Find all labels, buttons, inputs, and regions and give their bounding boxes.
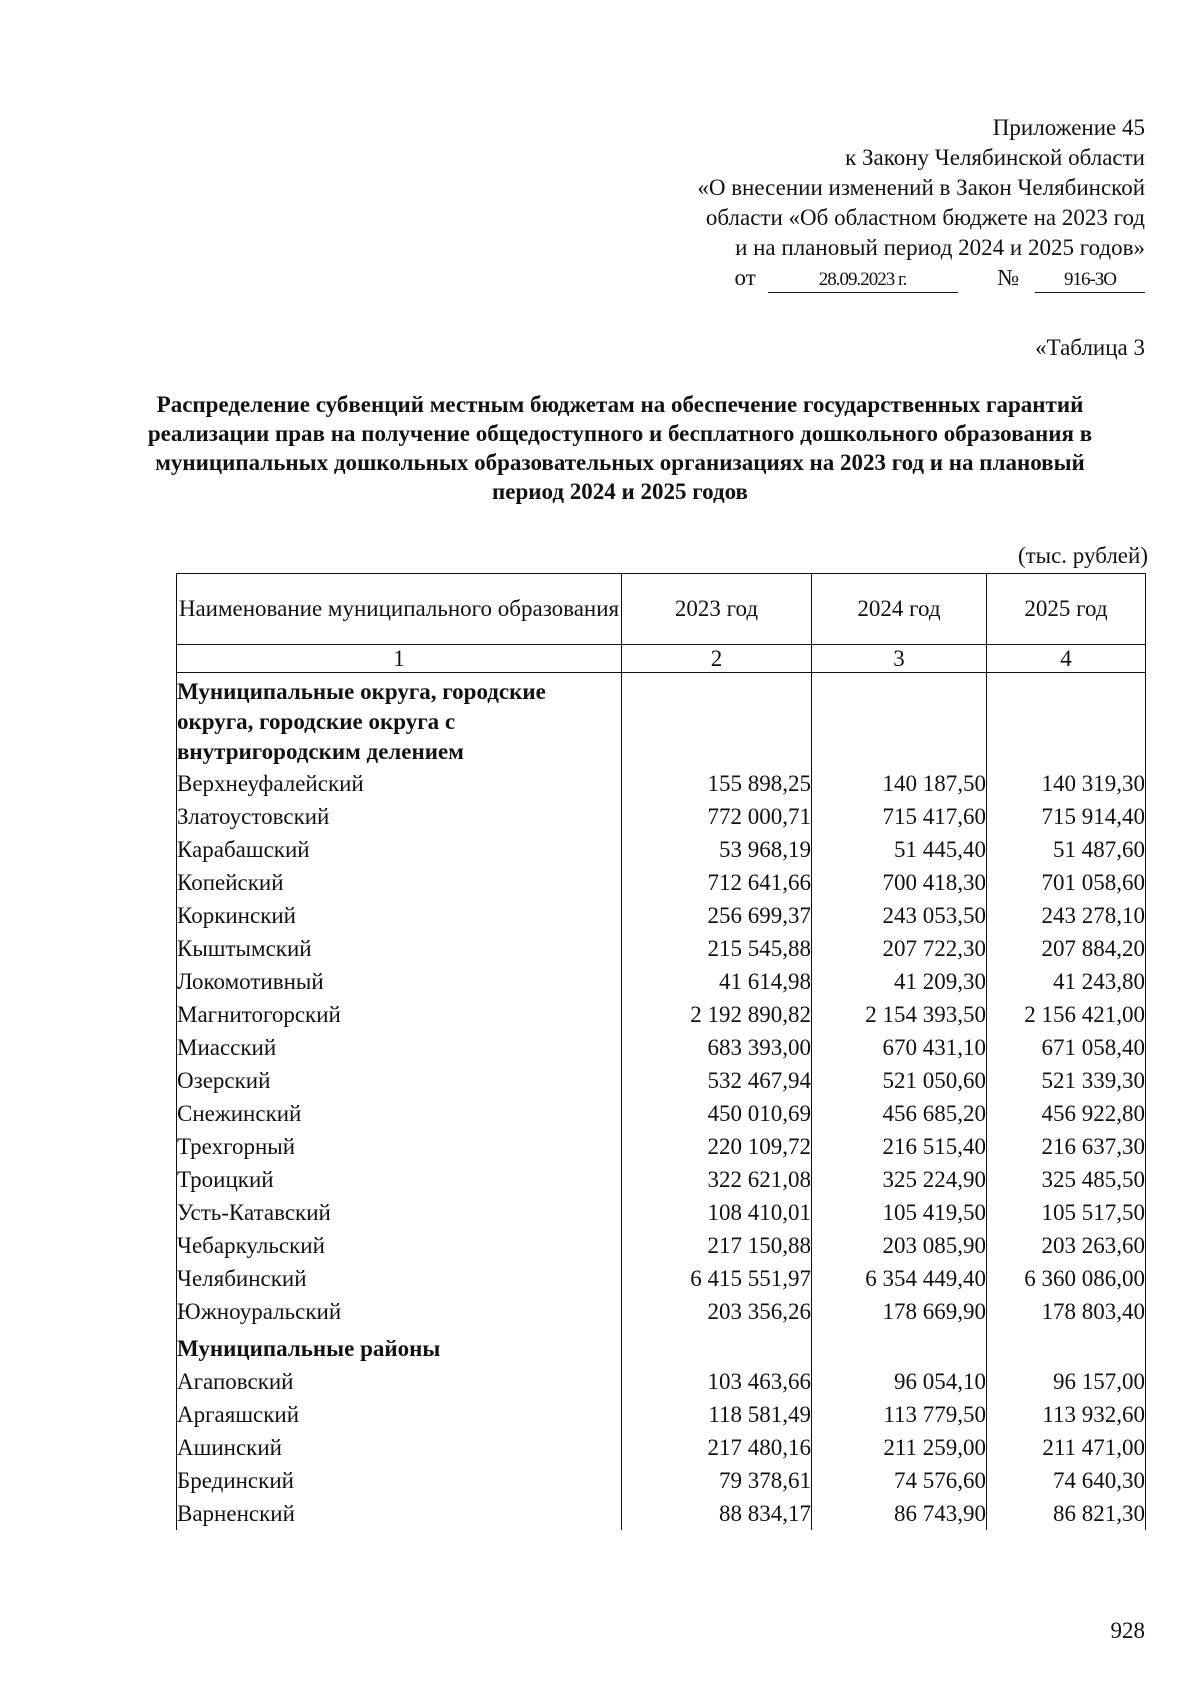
- date-prefix: от: [734, 265, 756, 290]
- municipality-name: Снежинский: [177, 1097, 622, 1130]
- value-2024: 207 722,30: [812, 932, 987, 965]
- value-2025: 715 914,40: [987, 800, 1146, 833]
- value-2023: 217 480,16: [622, 1431, 812, 1464]
- value-2023: 450 010,69: [622, 1097, 812, 1130]
- table-header-row: [177, 574, 1146, 645]
- municipality-name: Трехгорный: [177, 1130, 622, 1163]
- value-2023: 220 109,72: [622, 1130, 812, 1163]
- value-2024: 203 085,90: [812, 1229, 987, 1262]
- table-row: [177, 932, 1146, 965]
- value-2023: 203 356,26: [622, 1295, 812, 1328]
- municipality-name: Южноуральский: [177, 1295, 622, 1328]
- column-header-name: Наименование муниципального образования: [177, 574, 622, 645]
- value-2023: 41 614,98: [622, 965, 812, 998]
- value-2024: 243 053,50: [812, 899, 987, 932]
- value-2025: 6 360 086,00: [987, 1262, 1146, 1295]
- value-2024: 670 431,10: [812, 1031, 987, 1064]
- table-row: [177, 1097, 1146, 1130]
- table-row: [177, 1262, 1146, 1295]
- value-2024: 51 445,40: [812, 833, 987, 866]
- value-2025: 51 487,60: [987, 833, 1146, 866]
- table-row: [177, 1130, 1146, 1163]
- value-2025: 521 339,30: [987, 1064, 1146, 1097]
- value-2024: 74 576,60: [812, 1464, 987, 1497]
- table-row: [177, 1064, 1146, 1097]
- appendix-line: Приложение 45: [992, 115, 1145, 140]
- empty-cell: [987, 673, 1146, 768]
- empty-cell: [812, 673, 987, 768]
- value-2025: 243 278,10: [987, 899, 1146, 932]
- value-2025: 2 156 421,00: [987, 998, 1146, 1031]
- value-2024: 96 054,10: [812, 1365, 987, 1398]
- value-2023: 322 621,08: [622, 1163, 812, 1196]
- value-2024: 113 779,50: [812, 1398, 987, 1431]
- value-2025: 701 058,60: [987, 866, 1146, 899]
- value-2023: 6 415 551,97: [622, 1262, 812, 1295]
- table-row: [177, 1229, 1146, 1262]
- municipality-name: Златоустовский: [177, 800, 622, 833]
- value-2025: 211 471,00: [987, 1431, 1146, 1464]
- column-number: 1: [177, 645, 622, 673]
- value-2024: 456 685,20: [812, 1097, 987, 1130]
- value-2025: 74 640,30: [987, 1464, 1146, 1497]
- table-row: [177, 1295, 1146, 1328]
- value-2023: 532 467,94: [622, 1064, 812, 1097]
- column-header-2025: 2025 год: [987, 574, 1146, 645]
- value-2023: 118 581,49: [622, 1398, 812, 1431]
- empty-cell: [622, 1328, 812, 1365]
- table-row: [177, 1196, 1146, 1229]
- municipality-name: Агаповский: [177, 1365, 622, 1398]
- empty-cell: [812, 1328, 987, 1365]
- value-2024: 211 259,00: [812, 1431, 987, 1464]
- table-row: [177, 1365, 1146, 1398]
- municipality-name: Локомотивный: [177, 965, 622, 998]
- municipality-name: Карабашский: [177, 833, 622, 866]
- law-number: 916-ЗО: [1035, 268, 1145, 293]
- value-2024: 216 515,40: [812, 1130, 987, 1163]
- subvention-table: [176, 573, 1146, 1530]
- value-2024: 41 209,30: [812, 965, 987, 998]
- value-2023: 88 834,17: [622, 1497, 812, 1530]
- municipality-name: Миасский: [177, 1031, 622, 1064]
- appendix-line: и на плановый период 2024 и 2025 годов»: [735, 235, 1145, 260]
- value-2025: 178 803,40: [987, 1295, 1146, 1328]
- column-header-2023: 2023 год: [622, 574, 812, 645]
- table-row: [177, 965, 1146, 998]
- value-2023: 772 000,71: [622, 800, 812, 833]
- table-body: [177, 645, 1146, 1531]
- table-label: «Таблица 3: [1035, 335, 1145, 360]
- value-2023: 108 410,01: [622, 1196, 812, 1229]
- value-2024: 86 743,90: [812, 1497, 987, 1530]
- municipality-name: Брединский: [177, 1464, 622, 1497]
- municipality-name: Ашинский: [177, 1431, 622, 1464]
- section-header-row: [177, 673, 1146, 768]
- column-number: 4: [987, 645, 1146, 673]
- value-2023: 2 192 890,82: [622, 998, 812, 1031]
- value-2023: 79 378,61: [622, 1464, 812, 1497]
- municipality-name: Аргаяшский: [177, 1398, 622, 1431]
- value-2024: 325 224,90: [812, 1163, 987, 1196]
- municipality-name: Чебаркульский: [177, 1229, 622, 1262]
- column-number: 3: [812, 645, 987, 673]
- value-2023: 683 393,00: [622, 1031, 812, 1064]
- column-number-row: [177, 645, 1146, 673]
- value-2024: 715 417,60: [812, 800, 987, 833]
- value-2025: 216 637,30: [987, 1130, 1146, 1163]
- appendix-line: к Закону Челябинской области: [845, 145, 1145, 170]
- table-row: [177, 1031, 1146, 1064]
- table-row: [177, 1398, 1146, 1431]
- appendix-line: «О внесении изменений в Закон Челябинской: [697, 175, 1145, 200]
- law-date: 28.09.2023 г.: [768, 268, 958, 293]
- table-row: [177, 1497, 1146, 1530]
- table-row: [177, 767, 1146, 800]
- column-number: 2: [622, 645, 812, 673]
- appendix-header: [697, 113, 1145, 293]
- value-2023: 217 150,88: [622, 1229, 812, 1262]
- units-label: (тыс. рублей): [1017, 543, 1148, 568]
- value-2025: 113 932,60: [987, 1398, 1146, 1431]
- value-2025: 671 058,40: [987, 1031, 1146, 1064]
- municipality-name: Варненский: [177, 1497, 622, 1530]
- value-2024: 2 154 393,50: [812, 998, 987, 1031]
- table-row: [177, 800, 1146, 833]
- section-title: Муниципальные округа, городские округа, городские округа с внутригородским делением: [177, 673, 622, 768]
- value-2023: 256 699,37: [622, 899, 812, 932]
- date-number-line: [697, 263, 1145, 293]
- table-row: [177, 1431, 1146, 1464]
- value-2024: 105 419,50: [812, 1196, 987, 1229]
- value-2024: 178 669,90: [812, 1295, 987, 1328]
- value-2023: 53 968,19: [622, 833, 812, 866]
- value-2024: 140 187,50: [812, 767, 987, 800]
- value-2024: 521 050,60: [812, 1064, 987, 1097]
- value-2025: 203 263,60: [987, 1229, 1146, 1262]
- page-number: 928: [1110, 1618, 1145, 1643]
- empty-cell: [987, 1328, 1146, 1365]
- value-2025: 96 157,00: [987, 1365, 1146, 1398]
- municipality-name: Усть-Катавский: [177, 1196, 622, 1229]
- table-row: [177, 1464, 1146, 1497]
- municipality-name: Кыштымский: [177, 932, 622, 965]
- document-title: Распределение субвенций местным бюджетам на обеспечение государственных гарантий реализации прав на получение общедоступного и бесплатного дошкольного образования в муниципальных дошкольных образовательных организациях на 2023 год и на плановый период 2024 и 2025 годов: [147, 392, 1093, 504]
- value-2023: 712 641,66: [622, 866, 812, 899]
- table-row: [177, 998, 1146, 1031]
- empty-cell: [622, 673, 812, 768]
- municipality-name: Копейский: [177, 866, 622, 899]
- municipality-name: Троицкий: [177, 1163, 622, 1196]
- value-2025: 105 517,50: [987, 1196, 1146, 1229]
- value-2025: 86 821,30: [987, 1497, 1146, 1530]
- value-2023: 103 463,66: [622, 1365, 812, 1398]
- section-title: Муниципальные районы: [177, 1328, 622, 1365]
- value-2025: 325 485,50: [987, 1163, 1146, 1196]
- table-row: [177, 899, 1146, 932]
- value-2025: 456 922,80: [987, 1097, 1146, 1130]
- municipality-name: Магнитогорский: [177, 998, 622, 1031]
- table-row: [177, 833, 1146, 866]
- value-2024: 6 354 449,40: [812, 1262, 987, 1295]
- table-row: [177, 866, 1146, 899]
- value-2024: 700 418,30: [812, 866, 987, 899]
- municipality-name: Коркинский: [177, 899, 622, 932]
- value-2023: 215 545,88: [622, 932, 812, 965]
- value-2025: 41 243,80: [987, 965, 1146, 998]
- column-header-2024: 2024 год: [812, 574, 987, 645]
- number-prefix: №: [997, 265, 1020, 290]
- table-row: [177, 1163, 1146, 1196]
- municipality-name: Челябинский: [177, 1262, 622, 1295]
- municipality-name: Верхнеуфалейский: [177, 767, 622, 800]
- municipality-name: Озерский: [177, 1064, 622, 1097]
- section-header-row: [177, 1328, 1146, 1365]
- value-2025: 207 884,20: [987, 932, 1146, 965]
- value-2025: 140 319,30: [987, 767, 1146, 800]
- value-2023: 155 898,25: [622, 767, 812, 800]
- appendix-line: области «Об областном бюджете на 2023 год: [705, 205, 1145, 230]
